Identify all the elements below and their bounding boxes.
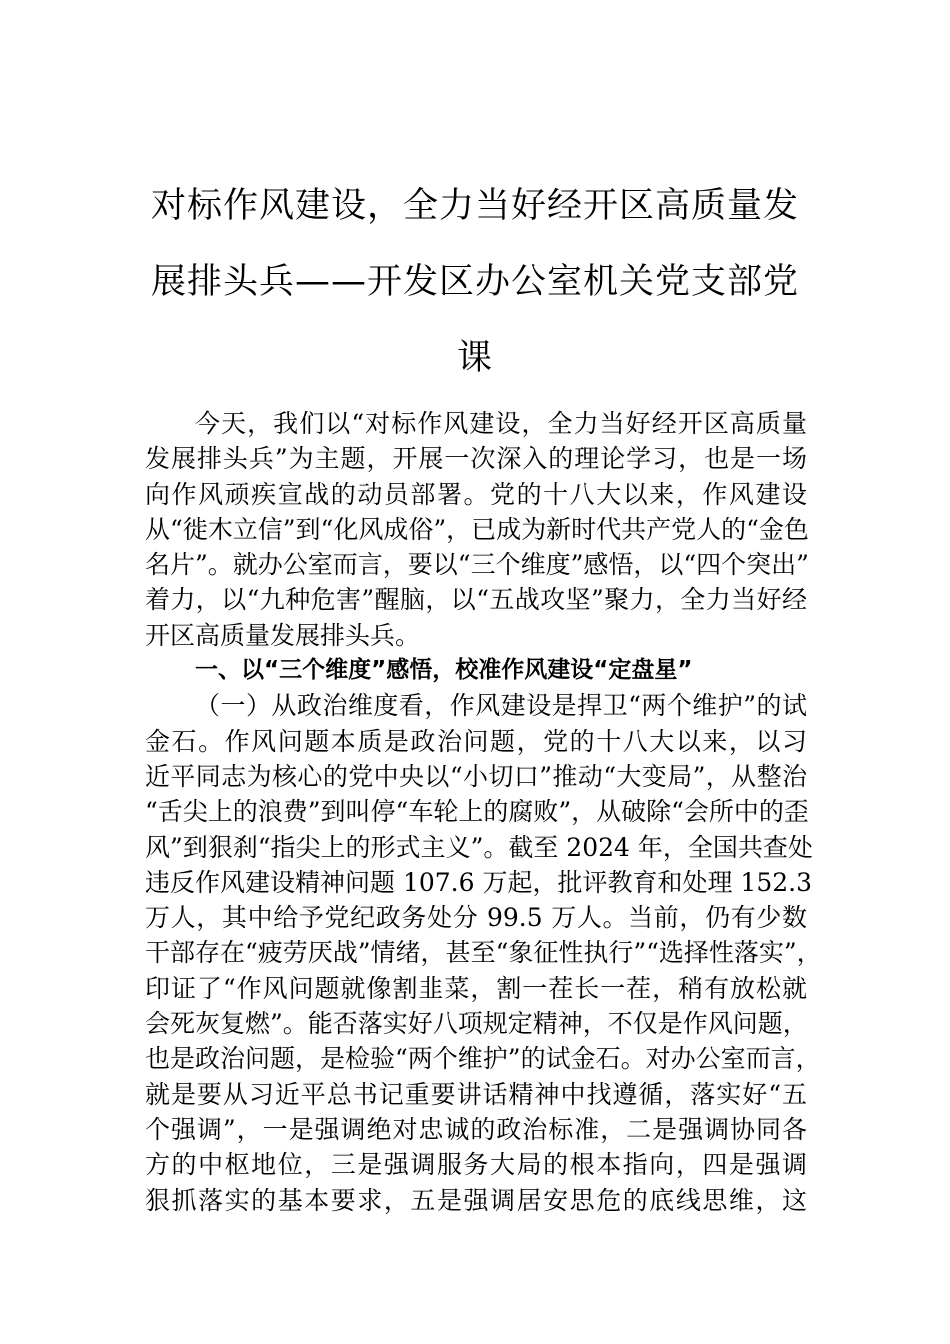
paragraph-line: 开区高质量发展排头兵。 (145, 620, 421, 650)
body-paragraph (145, 688, 822, 1217)
title-line: 课 (456, 338, 493, 378)
paragraph-line: 发展排头兵”为主题，开展一次深入的理论学习，也是一场 (145, 444, 807, 474)
paragraph-line: 干部存在“疲劳厌战”情绪，甚至“象征性执行”“选择性落实”， (145, 938, 822, 968)
paragraph-line: 金石。作风问题本质是政治问题，党的十八大以来，以习 (145, 726, 807, 756)
paragraph-line: 着力，以“九种危害”醒脑，以“五战攻坚”聚力，全力当好经 (145, 585, 807, 615)
document-title (150, 168, 800, 396)
paragraph-line: 近平同志为核心的党中央以“小切口”推动“大变局”，从整治 (145, 761, 807, 791)
paragraph-line: 狠抓落实的基本要求，五是强调居安思危的底线思维，这 (145, 1185, 807, 1215)
paragraph-line: 会死灰复燃”。能否落实好八项规定精神，不仅是作风问题， (145, 1009, 808, 1039)
paragraph-line: 今天，我们以“对标作风建设，全力当好经开区高质量 (195, 409, 807, 438)
intro-paragraph (145, 406, 807, 653)
document-body (145, 406, 822, 1218)
paragraph-line: 就是要从习近平总书记重要讲话精神中找遵循，落实好“五 (145, 1079, 807, 1109)
section-heading: 一、以“三个维度”感悟，校准作风建设“定盘星” (195, 657, 693, 684)
paragraph-line: 违反作风建设精神问题 107.6 万起，批评教育和处理 152.3 (145, 867, 812, 897)
paragraph-line: 万人，其中给予党纪政务处分 99.5 万人。当前，仍有少数 (145, 903, 807, 933)
paragraph-line: 个强调”，一是强调绝对忠诚的政治标准，二是强调协同各 (145, 1114, 807, 1144)
paragraph-line: 风”到狠刹“指尖上的形式主义”。截至 2024 年，全国共查处 (145, 832, 813, 862)
paragraph-line: （一）从政治维度看，作风建设是捍卫“两个维护”的试 (195, 691, 807, 721)
paragraph-line: 从“徙木立信”到“化风成俗”，已成为新时代共产党人的“金色 (145, 514, 809, 544)
title-line: 对标作风建设，全力当好经开区高质量发 (150, 186, 799, 226)
paragraph-line: 向作风顽疾宣战的动员部署。党的十八大以来，作风建设 (145, 479, 807, 509)
paragraph-line: 名片”。就办公室而言，要以“三个维度”感悟，以“四个突出” (145, 550, 809, 580)
paragraph-line: 方的中枢地位，三是强调服务大局的根本指向，四是强调 (145, 1150, 807, 1180)
paragraph-line: 也是政治问题，是检验“两个维护”的试金石。对办公室而言， (145, 1044, 821, 1074)
paragraph-line: 印证了“作风问题就像割韭菜，割一茬长一茬，稍有放松就 (145, 973, 807, 1003)
title-line: 展排头兵——开发区办公室机关党支部党 (150, 262, 799, 302)
paragraph-line: “舌尖上的浪费”到叫停“车轮上的腐败”，从破除“会所中的歪 (145, 797, 809, 827)
